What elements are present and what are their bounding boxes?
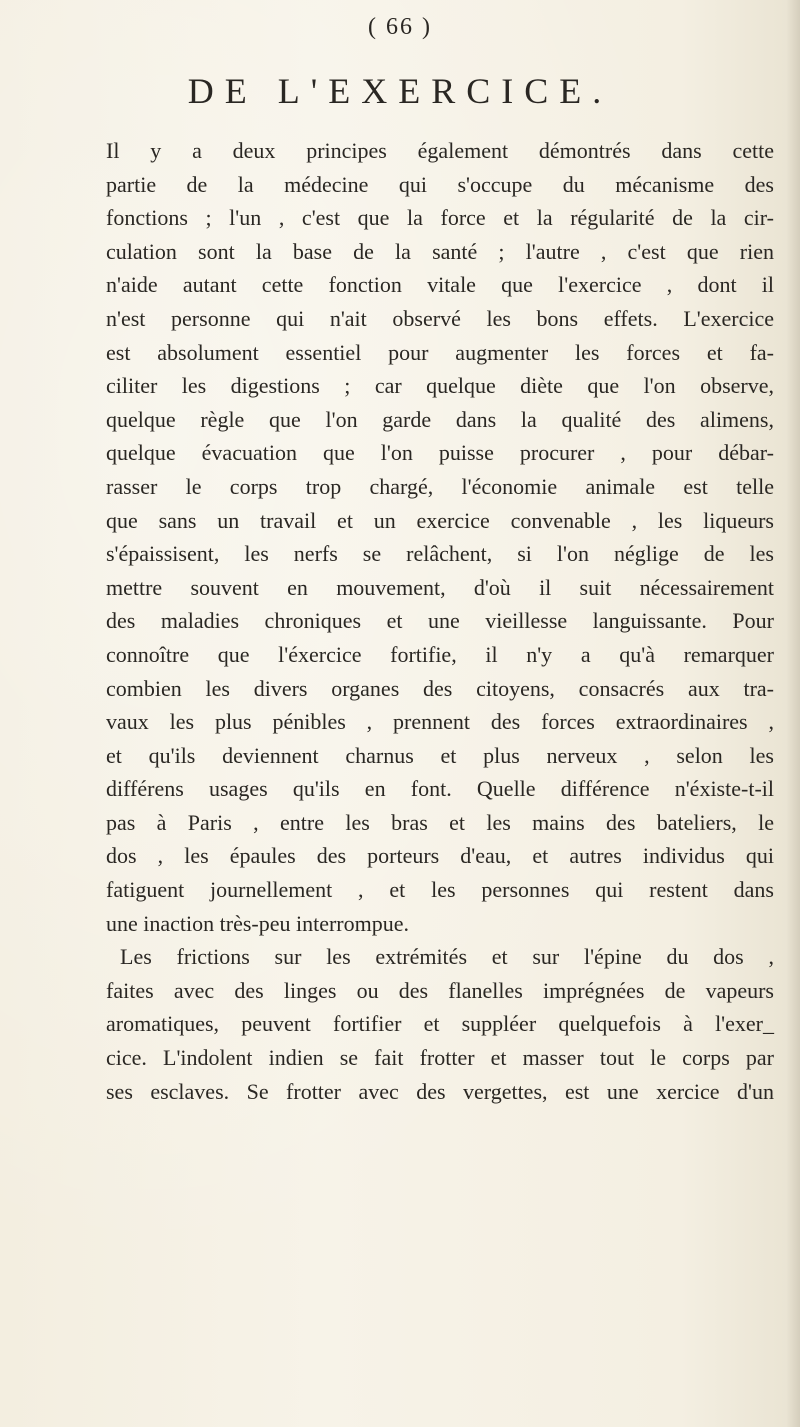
- text-line: Il y a deux principes également démontrés dans cette: [106, 138, 774, 163]
- text-line: dos , les épaules des porteurs d'eau, et autres individus qui: [106, 843, 774, 869]
- text-line: faites avec des linges ou des flanelles imprégnées de vapeurs: [106, 977, 774, 1003]
- text-line: partie de la médecine qui s'occupe du mécanisme des: [106, 171, 774, 197]
- text-line: culation sont la base de la santé ; l'autre , c'est que rien: [106, 238, 774, 264]
- text-line: aromatiques, peuvent fortifier et suppléer quelquefois à l'exer_: [106, 1011, 774, 1037]
- text-line: que sans un travail et un exercice convenable , les liqueurs: [106, 507, 774, 533]
- text-line: mettre souvent en mouvement, d'où il suit nécessairement: [106, 574, 774, 600]
- text-line: quelque évacuation que l'on puisse procurer , pour débar-: [106, 440, 774, 466]
- text-line: connoître que l'éxercice fortifie, il n'y a qu'à remarquer: [106, 641, 774, 667]
- text-line: n'aide autant cette fonction vitale que l'exercice , dont il: [106, 272, 774, 298]
- text-line: cice. L'indolent indien se fait frotter et masser tout le corps par: [106, 1045, 774, 1071]
- text-line: pas à Paris , entre les bras et les mains des bateliers, le: [106, 809, 774, 835]
- body-text: [106, 134, 774, 1108]
- page-number: ( 66 ): [368, 14, 432, 40]
- section-heading: DE L'EXERCICE.: [187, 71, 613, 111]
- text-line: rasser le corps trop chargé, l'économie animale est telle: [106, 473, 774, 499]
- text-line: ses esclaves. Se frotter avec des vergettes, est une xercice d'un: [106, 1078, 774, 1104]
- text-line: combien les divers organes des citoyens, consacrés aux tra-: [106, 675, 774, 701]
- page-edge-shadow: [786, 0, 800, 1427]
- text-line: s'épaissisent, les nerfs se relâchent, si l'on néglige de les: [106, 541, 774, 567]
- text-line: n'est personne qui n'ait observé les bons effets. L'exercice: [106, 305, 774, 331]
- text-line: et qu'ils deviennent charnus et plus nerveux , selon les: [106, 742, 774, 768]
- text-line: quelque règle que l'on garde dans la qualité des alimens,: [106, 406, 774, 432]
- text-line: est absolument essentiel pour augmenter les forces et fa-: [106, 339, 774, 365]
- text-line: ciliter les digestions ; car quelque diète que l'on observe,: [106, 373, 774, 399]
- paragraph-end-line: une inaction très-peu interrompue.: [106, 910, 410, 936]
- text-line: différens usages qu'ils en font. Quelle différence n'éxiste-t-il: [106, 776, 774, 802]
- text-line: fonctions ; l'un , c'est que la force et la régularité de la cir-: [106, 205, 774, 231]
- text-line: vaux les plus pénibles , prennent des forces extraordinaires ,: [106, 709, 774, 735]
- text-line: fatiguent journellement , et les personnes qui restent dans: [106, 877, 774, 903]
- text-line: des maladies chroniques et une vieillesse languissante. Pour: [106, 608, 774, 634]
- paragraph-start-line: Les frictions sur les extrémités et sur l'épine du dos ,: [120, 944, 774, 970]
